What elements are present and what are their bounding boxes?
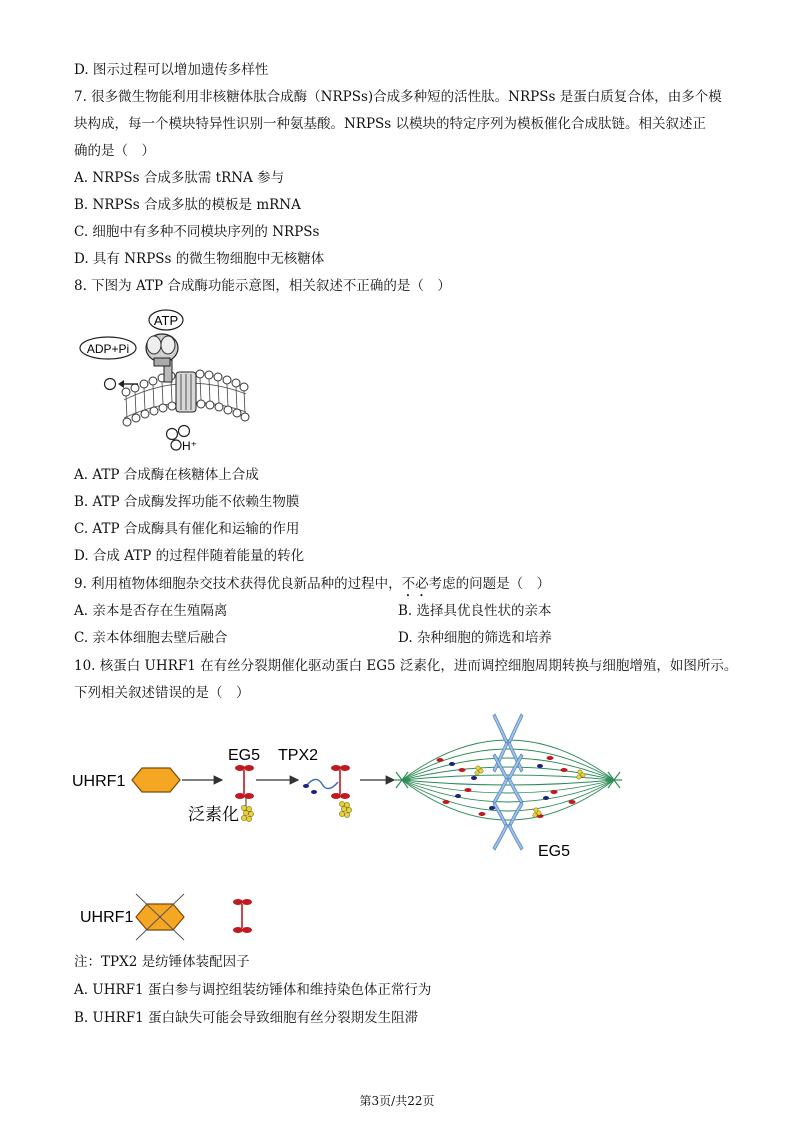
tpx2-eg5-complex: [303, 765, 352, 818]
ubiquitination-label: 泛素化: [188, 805, 239, 825]
q10-option-b: B. UHRF1 蛋白缺失可能会导致细胞有丝分裂期发生阻滞: [74, 1010, 419, 1026]
tpx2-label: TPX2: [278, 747, 319, 764]
q9-stem: 9. 利用植物体细胞杂交技术获得优良新品种的过程中，不必考虑的问题是（ ）: [74, 576, 551, 592]
atp-synthase-figure: [74, 304, 264, 454]
uhrf1-hexagon: [132, 768, 180, 792]
q10-stem-line2: 下列相关叙述错误的是（ ）: [74, 685, 250, 701]
q7-option-a: A. NRPSs 合成多肽需 tRNA 参与: [74, 170, 285, 186]
q7-option-b: B. NRPSs 合成多肽的模板是 mRNA: [74, 197, 301, 213]
q8-option-a: A. ATP 合成酶在核糖体上合成: [74, 467, 259, 483]
eg5-top-label: EG5: [228, 747, 261, 764]
uhrf1-knockout-label: UHRF1: [80, 909, 134, 926]
chromosomes: [493, 714, 523, 850]
q9-option-c: C. 亲本体细胞去壁后融合: [74, 630, 228, 646]
q7-stem-line3: 确的是（ ）: [74, 143, 155, 159]
q8-option-d: D. 合成 ATP 的过程伴随着能量的转化: [74, 548, 305, 564]
q10-note: 注：TPX2 是纺锤体装配因子: [74, 954, 250, 970]
q6-option-d: D. 图示过程可以增加遗传多样性: [74, 62, 269, 78]
adp-label: ADP+Pi: [86, 342, 130, 356]
atp-label: ATP: [153, 313, 179, 328]
q9-option-a: A. 亲本是否存在生殖隔离: [74, 603, 228, 619]
eg5-bottom-label: EG5: [538, 843, 571, 860]
q10-option-a: A. UHRF1 蛋白参与调控组装纺锤体和维持染色体正常行为: [74, 982, 432, 998]
uhrf1-pathway-figure: [70, 708, 640, 948]
proton-label: H⁺: [182, 439, 197, 453]
q9-option-d: D. 杂种细胞的筛选和培养: [398, 630, 552, 646]
proton-circle: [105, 379, 116, 390]
q7-option-d: D. 具有 NRPSs 的微生物细胞中无核糖体: [74, 251, 325, 267]
eg5-motors: [437, 756, 586, 818]
q8-option-b: B. ATP 合成酶发挥功能不依赖生物膜: [74, 494, 300, 510]
q8-stem: 8. 下图为 ATP 合成酶功能示意图，相关叙述不正确的是（ ）: [74, 278, 451, 294]
q7-option-c: C. 细胞中有多种不同模块序列的 NRPSs: [74, 224, 320, 240]
q7-stem-line2: 块构成，每一个模块特异性识别一种氨基酸。NRPSs 以模块的特定序列为模板催化合成肽链。相关叙述正: [74, 116, 707, 132]
uhrf1-label: UHRF1: [72, 773, 126, 790]
page-footer: 第3页/共22页: [359, 1094, 435, 1108]
q8-option-c: C. ATP 合成酶具有催化和运输的作用: [74, 521, 300, 537]
q7-stem-line1: 7. 很多微生物能利用非核糖体肽合成酶（NRPSs)合成多种短的活性肽。NRPSs 是蛋白质复合体，由多个模: [74, 89, 722, 105]
q10-stem-line1: 10. 核蛋白 UHRF1 在有丝分裂期催化驱动蛋白 EG5 泛素化，进而调控细胞周期转换与细胞增殖，如图所示。: [74, 658, 738, 674]
eg5-free-protein: [233, 899, 252, 933]
q9-option-b: B. 选择具优良性状的亲本: [398, 603, 552, 619]
